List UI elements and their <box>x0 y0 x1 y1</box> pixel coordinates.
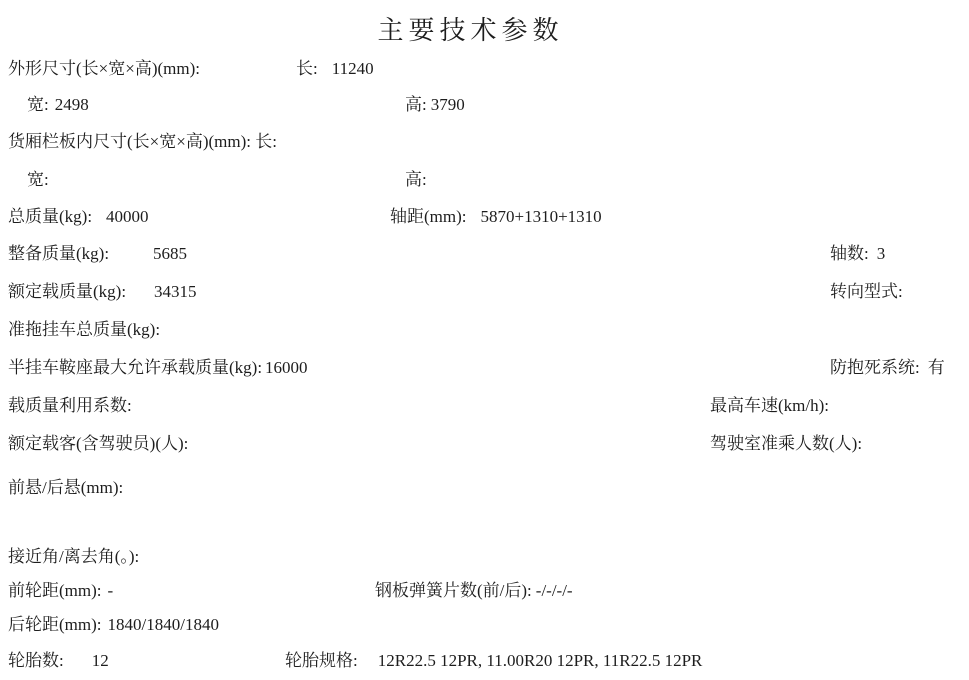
field-tire-spec <box>285 650 702 672</box>
field-wheelbase <box>390 206 602 228</box>
field-value: 11240 <box>331 59 374 78</box>
field-label: 高: <box>405 170 427 189</box>
field-label: 准拖挂车总质量(kg): <box>8 320 161 339</box>
field-label: 接近角/离去角(。): <box>8 547 140 566</box>
field-value: -/-/-/- <box>535 581 573 600</box>
field-leaf-spring-count <box>375 580 573 602</box>
field-rear-track <box>8 614 219 636</box>
field-label: 最高车速(km/h): <box>710 396 829 415</box>
field-label: 转向型式: <box>830 282 903 301</box>
field-value: 有 <box>927 358 945 377</box>
field-value: 5685 <box>153 244 188 263</box>
field-overall-height <box>405 94 465 116</box>
field-abs-system <box>830 357 945 379</box>
field-label: 半挂车鞍座最大允许承载质量(kg): <box>8 358 263 377</box>
field-label: 宽: <box>27 170 49 189</box>
field-label: 总质量(kg): <box>8 207 93 226</box>
field-rated-passengers <box>8 433 194 455</box>
field-value: 16000 <box>265 358 308 377</box>
field-label: 防抱死系统: <box>830 358 920 377</box>
field-label: 前轮距(mm): <box>8 581 102 600</box>
field-steering-type <box>830 281 909 303</box>
field-value: 2498 <box>54 95 89 114</box>
field-tire-count <box>8 650 109 672</box>
field-cargo-width <box>27 169 55 191</box>
field-curb-mass <box>8 243 187 265</box>
field-load-utilization <box>8 395 138 417</box>
field-front-track <box>8 580 113 602</box>
field-overall-dimensions <box>8 58 206 80</box>
field-label: 额定载客(含驾驶员)(人): <box>8 434 189 453</box>
field-approach-departure-angle <box>8 546 145 568</box>
field-label: 轮胎数: <box>8 651 64 670</box>
field-label: 轮胎规格: <box>285 651 358 670</box>
field-label: 高: <box>405 95 427 114</box>
field-cargo-height <box>405 169 433 191</box>
field-label: 货厢栏板内尺寸(长×宽×高)(mm): 长: <box>8 132 277 151</box>
field-value: 34315 <box>154 282 197 301</box>
field-gross-mass <box>8 206 149 228</box>
field-label: 驾驶室准乘人数(人): <box>710 434 863 453</box>
field-label: 后轮距(mm): <box>8 615 102 634</box>
page-title: 主要技术参数 <box>377 16 564 45</box>
field-value: 40000 <box>106 207 149 226</box>
field-value: 1840/1840/1840 <box>107 615 219 634</box>
field-cab-passengers <box>710 433 868 455</box>
field-cargo-dimensions <box>8 131 283 153</box>
field-front-rear-overhang <box>8 477 129 499</box>
field-value: 12R22.5 12PR, 11.00R20 12PR, 11R22.5 12PR <box>377 651 703 670</box>
field-label: 钢板弹簧片数(前/后): <box>375 581 532 600</box>
field-value: 5870+1310+1310 <box>480 207 602 226</box>
field-label: 宽: <box>27 95 49 114</box>
field-trailer-gross-mass <box>8 319 166 341</box>
field-overall-width <box>27 94 89 116</box>
field-value: 3 <box>876 244 886 263</box>
field-max-speed <box>710 395 835 417</box>
field-rated-load <box>8 281 197 303</box>
field-label: 轴距(mm): <box>390 207 467 226</box>
field-value: 12 <box>91 651 109 670</box>
field-saddle-max-load <box>8 357 308 379</box>
field-label: 前悬/后悬(mm): <box>8 478 124 497</box>
field-overall-length <box>296 58 374 80</box>
field-label: 整备质量(kg): <box>8 244 110 263</box>
field-value: - <box>107 581 114 600</box>
field-label: 外形尺寸(长×宽×高)(mm): <box>8 59 200 78</box>
field-label: 额定载质量(kg): <box>8 282 127 301</box>
field-value: 3790 <box>430 95 465 114</box>
field-label: 载质量利用系数: <box>8 396 132 415</box>
field-axle-count <box>830 243 885 265</box>
field-label: 轴数: <box>830 244 869 263</box>
field-label: 长: <box>296 59 318 78</box>
